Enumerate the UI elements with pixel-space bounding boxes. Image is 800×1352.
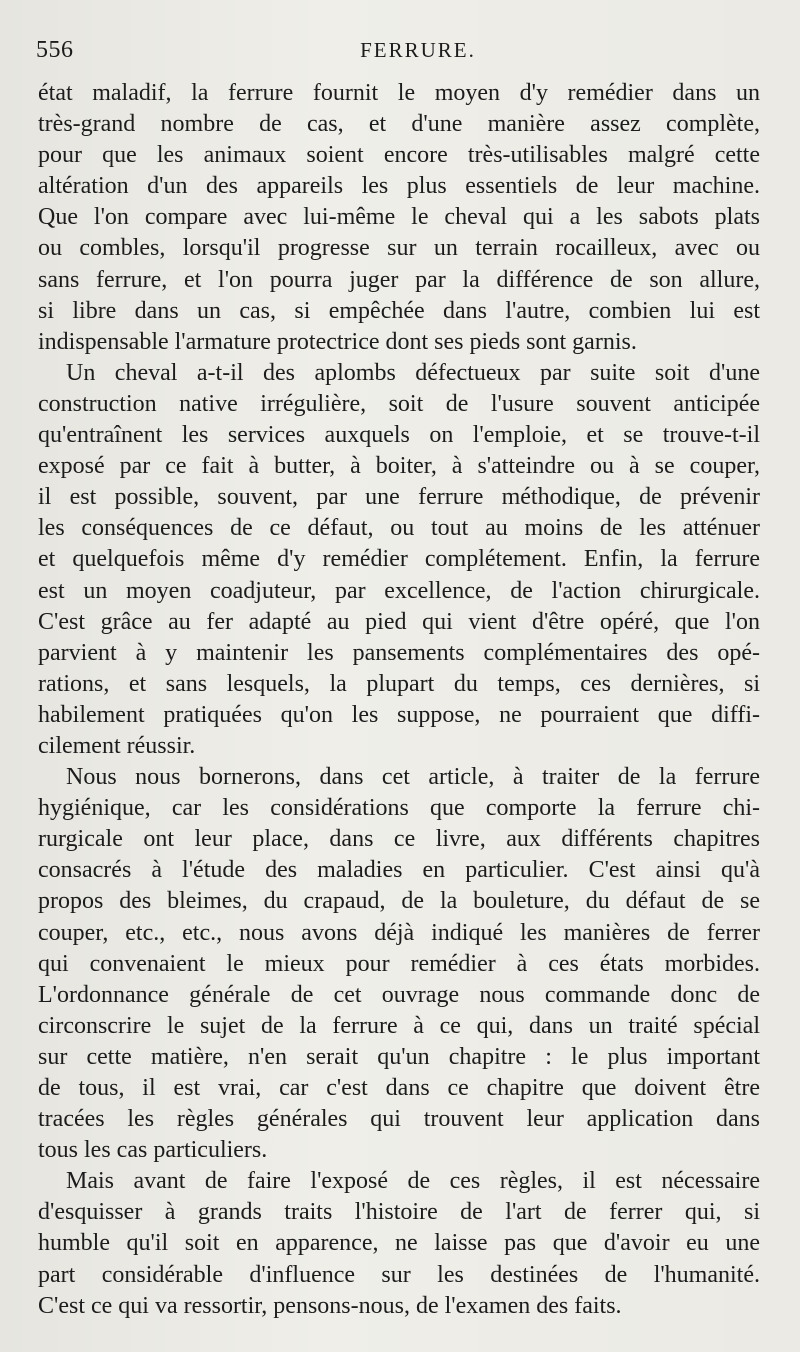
text-line: parvient à y maintenir les pansements complémentaires des opé- [38,639,760,666]
running-title: FERRURE. [360,38,476,62]
text-line: habilement pratiquées qu'on les suppose, ne pourraient que diffi- [38,701,760,728]
page-header [36,32,760,68]
text-line: si libre dans un cas, si empêchée dans l'autre, combien lui est [38,297,760,324]
text-line: il est possible, souvent, par une ferrure méthodique, de prévenir [38,484,760,511]
text-line: très-grand nombre de cas, et d'une manière assez complète, [38,111,760,138]
body-text [38,78,760,1322]
text-line: pour que les animaux soient encore très-utilisables malgré cette [38,142,760,169]
text-line: est un moyen coadjuteur, par excellence, de l'action chirurgicale. [38,577,760,604]
text-line: les conséquences de ce défaut, ou tout au moins de les atténuer [38,515,760,542]
text-line: d'esquisser à grands traits l'histoire de l'art de ferrer qui, si [38,1199,760,1226]
text-line: altération d'un des appareils les plus essentiels de leur machine. [38,173,760,200]
text-line: ou combles, lorsqu'il progresse sur un terrain rocailleux, avec ou [38,235,760,262]
text-line: rurgicale ont leur place, dans ce livre, aux différents chapitres [38,826,760,853]
text-line: consacrés à l'étude des maladies en particulier. C'est ainsi qu'à [38,857,760,884]
text-line: indispensable l'armature protectrice dont ses pieds sont garnis. [38,328,637,355]
text-line: hygiénique, car les considérations que comporte la ferrure chi- [38,795,760,822]
text-line: cilement réussir. [38,732,196,759]
text-line: qui convenaient le mieux pour remédier à ces états morbides. [38,950,760,977]
text-line: état maladif, la ferrure fournit le moyen d'y remédier dans un [38,80,760,106]
text-line: sans ferrure, et l'on pourra juger par la différence de son allure, [38,266,760,293]
text-line: C'est ce qui va ressortir, pensons-nous, de l'examen des faits. [38,1292,622,1319]
text-line: tracées les règles générales qui trouvent leur application dans [38,1106,760,1133]
text-line: Un cheval a-t-il des aplombs défectueux par suite soit d'une [66,359,760,386]
text-line: L'ordonnance générale de cet ouvrage nous commande donc de [38,981,760,1008]
text-line: construction native irrégulière, soit de l'usure souvent anticipée [38,390,760,417]
text-line: circonscrire le sujet de la ferrure à ce qui, dans un traité spécial [38,1012,760,1039]
text-line: part considérable d'influence sur les destinées de l'humanité. [38,1261,760,1288]
text-line: qu'entraînent les services auxquels on l'emploie, et se trouve-t-il [38,422,760,449]
text-line: Nous nous bornerons, dans cet article, à traiter de la ferrure [66,764,760,791]
text-line: exposé par ce fait à butter, à boiter, à s'atteindre ou à se couper, [38,453,760,480]
text-line: Mais avant de faire l'exposé de ces règles, il est nécessaire [66,1168,760,1195]
text-line: propos des bleimes, du crapaud, de la bouleture, du défaut de se [38,888,760,915]
text-line: humble qu'il soit en apparence, ne laisse pas que d'avoir eu une [38,1230,760,1257]
text-line: C'est grâce au fer adapté au pied qui vient d'être opéré, que l'on [38,608,760,635]
text-line: Que l'on compare avec lui-même le cheval qui a les sabots plats [38,204,760,231]
text-line: et quelquefois même d'y remédier complétement. Enfin, la ferrure [38,546,760,573]
text-line: de tous, il est vrai, car c'est dans ce chapitre que doivent être [38,1075,760,1101]
text-line: tous les cas particuliers. [38,1137,268,1164]
page-number: 556 [36,37,74,63]
text-line: rations, et sans lesquels, la plupart du temps, ces dernières, si [38,670,760,697]
text-line: sur cette matière, n'en serait qu'un chapitre : le plus important [38,1043,760,1070]
text-line: couper, etc., etc., nous avons déjà indiqué les manières de ferrer [38,919,760,946]
